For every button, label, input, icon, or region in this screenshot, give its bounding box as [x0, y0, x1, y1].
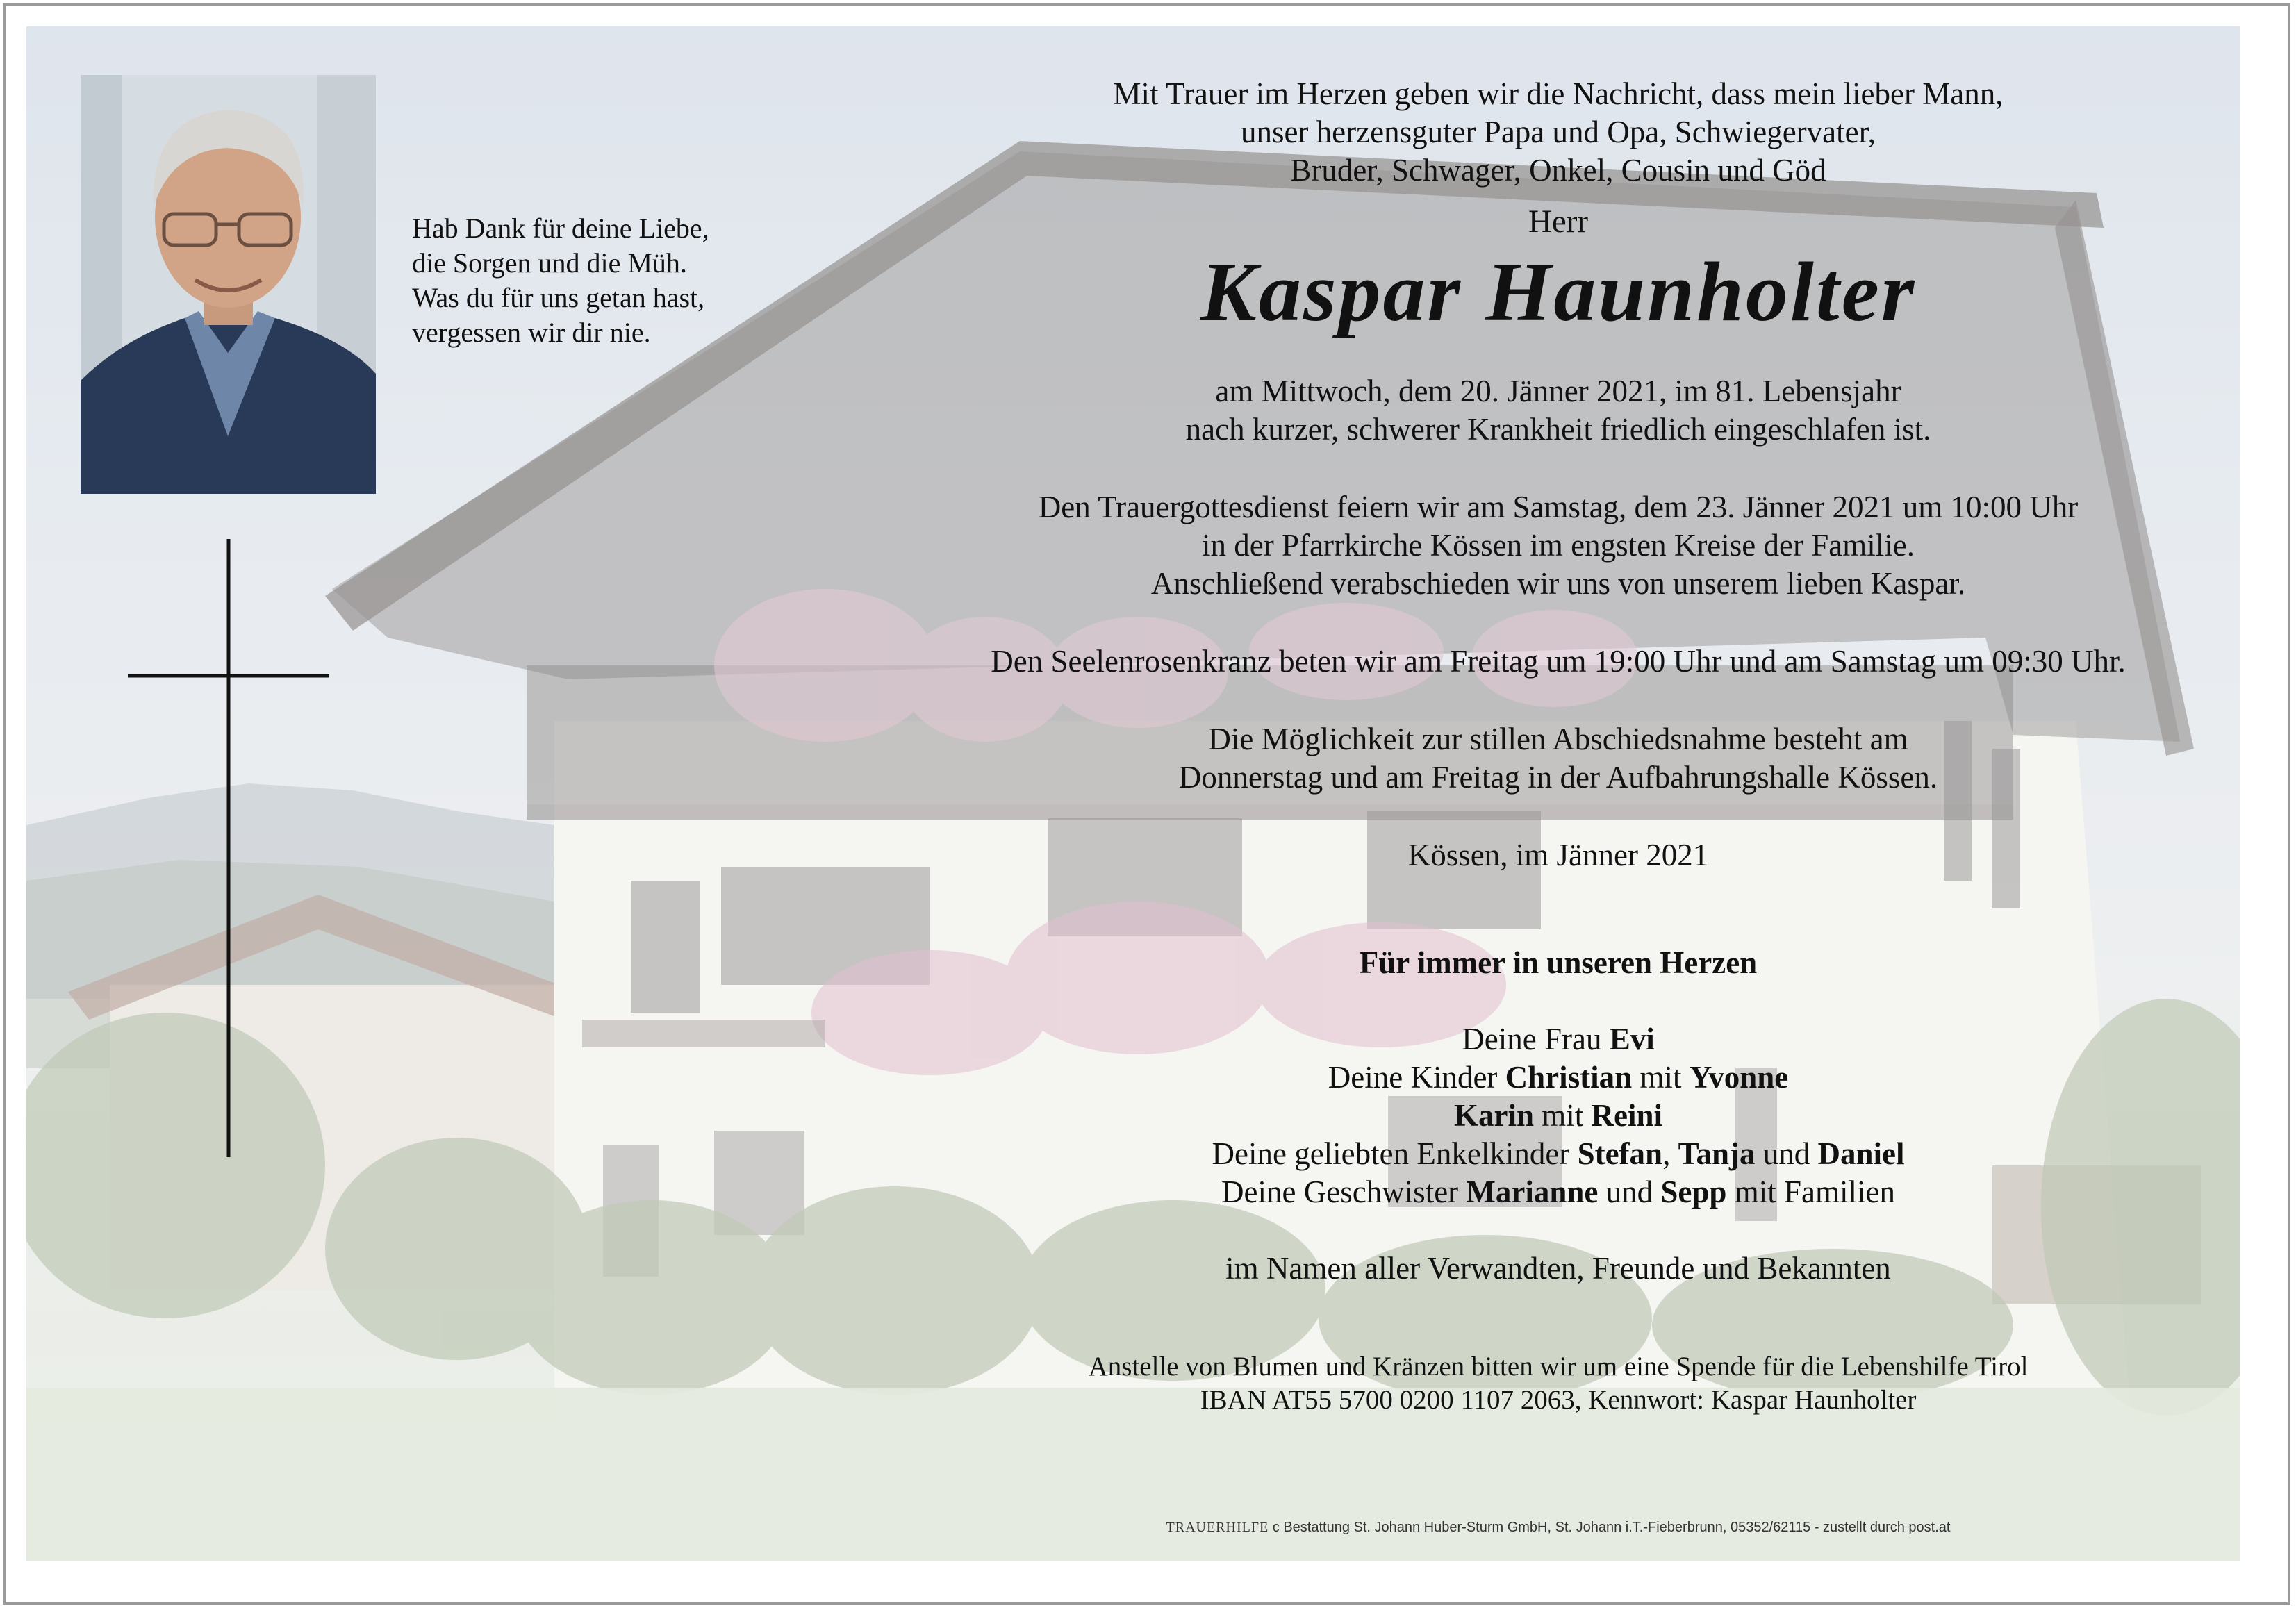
verse-line: vergessen wir dir nie. [412, 317, 651, 348]
farewell-text [825, 720, 2291, 797]
service-text [825, 488, 2291, 603]
donation-line: IBAN AT55 5700 0200 1107 2063, Kennwort: Kaspar Haunholter [1200, 1385, 1917, 1415]
place-date-line: Kössen, im Jänner 2021 [1407, 838, 1709, 872]
footer-text: Bestattung St. Johann Huber-Sturm GmbH, St. Johann i.T.-Fieberbrunn, 05352/62115 - zustellt durch post.at [1283, 1520, 1951, 1535]
family-children-2 [825, 1097, 2291, 1135]
family-label: mit Familien [1734, 1175, 1895, 1209]
family-grandchildren [825, 1135, 2291, 1173]
farewell-line: Donnerstag und am Freitag in der Aufbahrungshalle Kössen. [1178, 760, 1938, 795]
family-conj: und [1762, 1136, 1810, 1171]
family-member: Evi [1609, 1022, 1655, 1056]
donation-line: Anstelle von Blumen und Kränzen bitten wir um eine Spende für die Lebenshilfe Tirol [1088, 1352, 2029, 1381]
on-behalf-line: im Namen aller Verwandten, Freunde und Bekannten [1225, 1251, 1891, 1286]
family-wife [825, 1020, 2291, 1059]
farewell-line: Die Möglichkeit zur stillen Abschiedsnahme besteht am [1208, 722, 1908, 756]
verse-line: die Sorgen und die Müh. [412, 247, 687, 279]
rosary-line: Den Seelenrosenkranz beten wir am Freitag um 19:00 Uhr und am Samstag um 09:30 Uhr. [991, 644, 2126, 679]
verse-line: Was du für uns getan hast, [412, 282, 705, 313]
family-conj: mit [1542, 1098, 1584, 1133]
closing-line: Für immer in unseren Herzen [1359, 945, 1758, 980]
rosary-text [825, 642, 2291, 681]
family-label: Deine Geschwister [1221, 1175, 1459, 1209]
footer-separator: c [1272, 1520, 1280, 1535]
death-line: nach kurzer, schwerer Krankheit friedlich eingeschlafen ist. [1185, 412, 1931, 447]
family-member: Sepp [1660, 1175, 1727, 1209]
salutation: Herr [1528, 204, 1589, 240]
service-line: Anschließend verabschieden wir uns von unserem lieben Kaspar. [1150, 566, 1966, 601]
family-children [825, 1059, 2291, 1097]
death-text [825, 372, 2291, 449]
intro-line: Bruder, Schwager, Onkel, Cousin und Göd [1290, 153, 1826, 188]
family-list [825, 1020, 2291, 1211]
family-siblings [825, 1173, 2291, 1211]
portrait-photo [81, 75, 376, 494]
family-member: Tanja [1678, 1136, 1756, 1171]
intro-text [825, 75, 2291, 190]
service-line: in der Pfarrkirche Kössen im engsten Kreise der Familie. [1202, 528, 1915, 563]
verse-line: Hab Dank für deine Liebe, [412, 213, 709, 244]
family-member: Reini [1591, 1098, 1663, 1133]
deceased-name: Kaspar Haunholter [1200, 245, 1917, 339]
intro-line: unser herzensguter Papa und Opa, Schwiegervater, [1240, 115, 1876, 149]
family-member: Karin [1453, 1098, 1534, 1133]
donation-text [825, 1350, 2291, 1417]
family-member: Christian [1505, 1060, 1633, 1095]
footer-brand: TRAUERHILFE [1166, 1520, 1269, 1535]
family-member: Yvonne [1689, 1060, 1789, 1095]
family-label: Deine geliebten Enkelkinder [1212, 1136, 1570, 1171]
death-line: am Mittwoch, dem 20. Jänner 2021, im 81. Lebensjahr [1215, 374, 1901, 408]
cross-icon [128, 539, 329, 1157]
family-label: Deine Kinder [1328, 1060, 1498, 1095]
place-date [825, 836, 2291, 874]
family-member: Daniel [1817, 1136, 1905, 1171]
family-conj: mit [1640, 1060, 1682, 1095]
intro-line: Mit Trauer im Herzen geben wir die Nachricht, dass mein lieber Mann, [1113, 76, 2004, 111]
memorial-verse [412, 211, 801, 350]
family-conj: , [1662, 1136, 1671, 1171]
footer [825, 1520, 2291, 1536]
family-label: Deine Frau [1462, 1022, 1602, 1056]
notice-frame [3, 3, 2290, 1605]
family-member: Marianne [1466, 1175, 1599, 1209]
family-conj: und [1605, 1175, 1653, 1209]
family-member: Stefan [1577, 1136, 1663, 1171]
service-line: Den Trauergottesdienst feiern wir am Samstag, dem 23. Jänner 2021 um 10:00 Uhr [1038, 490, 2079, 524]
notice-text [825, 75, 2291, 1417]
